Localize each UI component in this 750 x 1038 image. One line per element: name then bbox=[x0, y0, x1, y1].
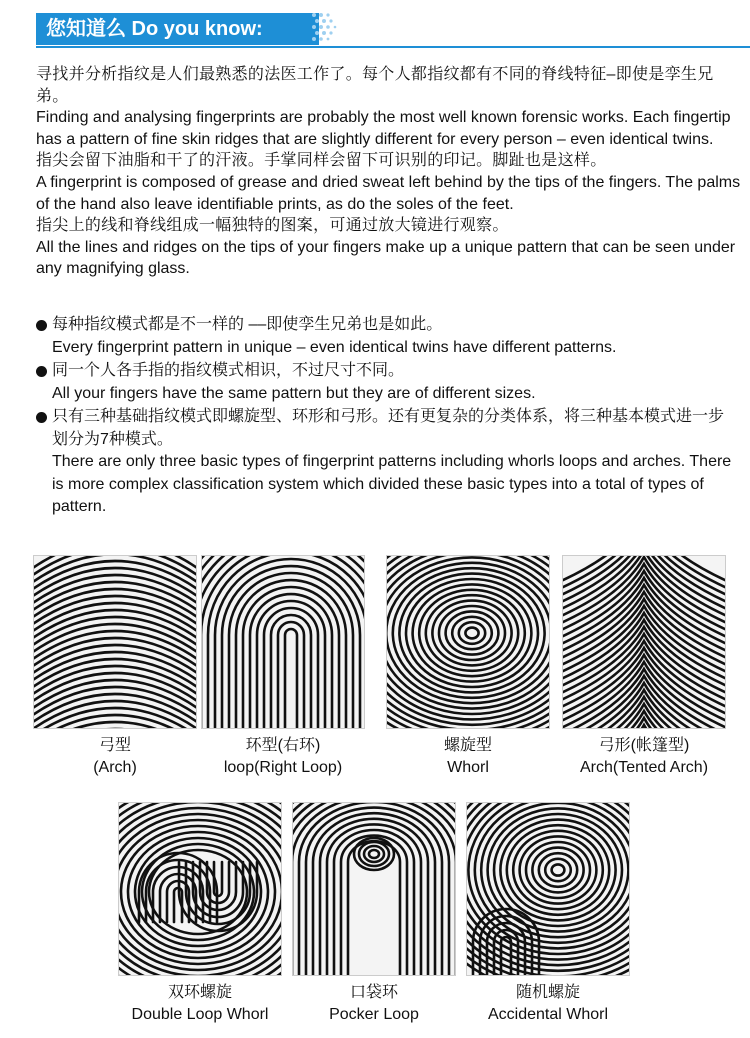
fingerprint-loop-image bbox=[201, 555, 365, 729]
header-banner bbox=[0, 0, 750, 54]
intro-paragraph-en: Finding and analysing fingerprints are probably the most well known forensic works. Each fingertip has a pattern of fine skin ridges that are slightly different for every person – even identical twins. bbox=[36, 109, 731, 148]
fingerprint-card-pocket-loop bbox=[286, 802, 462, 1026]
fingerprint-caption-en: loop(Right Loop) bbox=[223, 759, 343, 776]
bullet-icon bbox=[36, 366, 47, 377]
fingerprint-caption-cn: 口袋环 bbox=[349, 984, 398, 1001]
intro-paragraph-en: All the lines and ridges on the tips of your fingers make up a unique pattern that can be seen under any magnifying glass. bbox=[36, 238, 736, 278]
list-item bbox=[36, 360, 736, 405]
fingerprint-whorl-image bbox=[386, 555, 550, 729]
fingerprint-caption-en: Pocker Loop bbox=[329, 1006, 419, 1023]
page-title: 您知道么 Do you know: bbox=[46, 18, 263, 40]
fingerprint-card-tented-arch bbox=[553, 555, 735, 779]
header-rule bbox=[36, 46, 750, 48]
fingerprint-pocket-loop-image bbox=[292, 802, 456, 976]
bullet-text-en: Every fingerprint pattern in unique – even identical twins have different patterns. bbox=[52, 338, 617, 356]
list-item bbox=[36, 314, 736, 359]
bullet-text-cn: 每种指纹模式都是不一样的 ––即使孪生兄弟也是如此。 bbox=[52, 316, 443, 333]
bullet-icon bbox=[36, 412, 47, 423]
fingerprint-accidental-image bbox=[466, 802, 630, 976]
bullet-text-cn: 同一个人各手指的指纹模式相识，不过尺寸不同。 bbox=[52, 362, 405, 379]
fingerprint-card-accidental bbox=[460, 802, 636, 1026]
intro-text bbox=[36, 64, 744, 280]
intro-paragraph-cn: 指尖上的线和脊线组成一幅独特的图案，可通过放大镜进行观察。 bbox=[36, 217, 509, 235]
fingerprint-tented-arch-image bbox=[562, 555, 726, 729]
fact-list bbox=[36, 314, 736, 520]
halftone-dots-icon bbox=[308, 10, 338, 44]
bullet-text-cn: 只有三种基础指纹模式即螺旋型、环形和弓形。还有更复杂的分类体系，将三种基本模式进一步划分为7种模式。 bbox=[52, 408, 725, 448]
intro-paragraph-cn: 寻找并分析指纹是人们最熟悉的法医工作了。每个人都指纹都有不同的脊线特征–即使是孪生兄弟。 bbox=[36, 66, 714, 105]
fingerprint-caption-cn: 弓型 bbox=[98, 737, 131, 754]
intro-paragraph-en: A fingerprint is composed of grease and dried sweat left behind by the tips of the fingers. The palms of the hand also leave identifiable prints, as do the soles of the feet. bbox=[36, 173, 741, 213]
fingerprint-card-loop bbox=[195, 555, 371, 779]
fingerprint-card-whorl bbox=[380, 555, 556, 779]
fingerprint-caption-en: (Arch) bbox=[93, 759, 137, 776]
fingerprint-arch-image bbox=[33, 555, 197, 729]
list-item bbox=[36, 406, 736, 519]
fingerprint-caption-en: Double Loop Whorl bbox=[131, 1006, 269, 1023]
fingerprint-caption-cn: 螺旋型 bbox=[443, 737, 492, 754]
fingerprint-caption-en: Accidental Whorl bbox=[487, 1006, 609, 1023]
fingerprint-card-double-loop bbox=[110, 802, 290, 1026]
fingerprint-caption-cn: 弓形(帐篷型) bbox=[598, 737, 690, 754]
intro-paragraph-cn: 指尖会留下油脂和干了的汗液。手掌同样会留下可识别的印记。脚趾也是这样。 bbox=[36, 152, 607, 170]
fingerprint-caption-en: Whorl bbox=[447, 759, 489, 776]
fingerprint-caption-cn: 环型(右环) bbox=[245, 737, 321, 754]
fingerprint-caption-cn: 双环螺旋 bbox=[167, 984, 232, 1001]
bullet-text-en: There are only three basic types of fingerprint patterns including whorls loops and arches. There is more complex classification system which divided these basic types into a total of types of pattern. bbox=[52, 453, 732, 515]
bullet-icon bbox=[36, 320, 47, 331]
fingerprint-card-arch bbox=[27, 555, 203, 779]
fingerprint-caption-cn: 随机螺旋 bbox=[515, 984, 580, 1001]
fingerprint-caption-en: Arch(Tented Arch) bbox=[579, 759, 709, 776]
bullet-text-en: All your fingers have the same pattern but they are of different sizes. bbox=[52, 384, 536, 402]
fingerprint-double-loop-image bbox=[118, 802, 282, 976]
